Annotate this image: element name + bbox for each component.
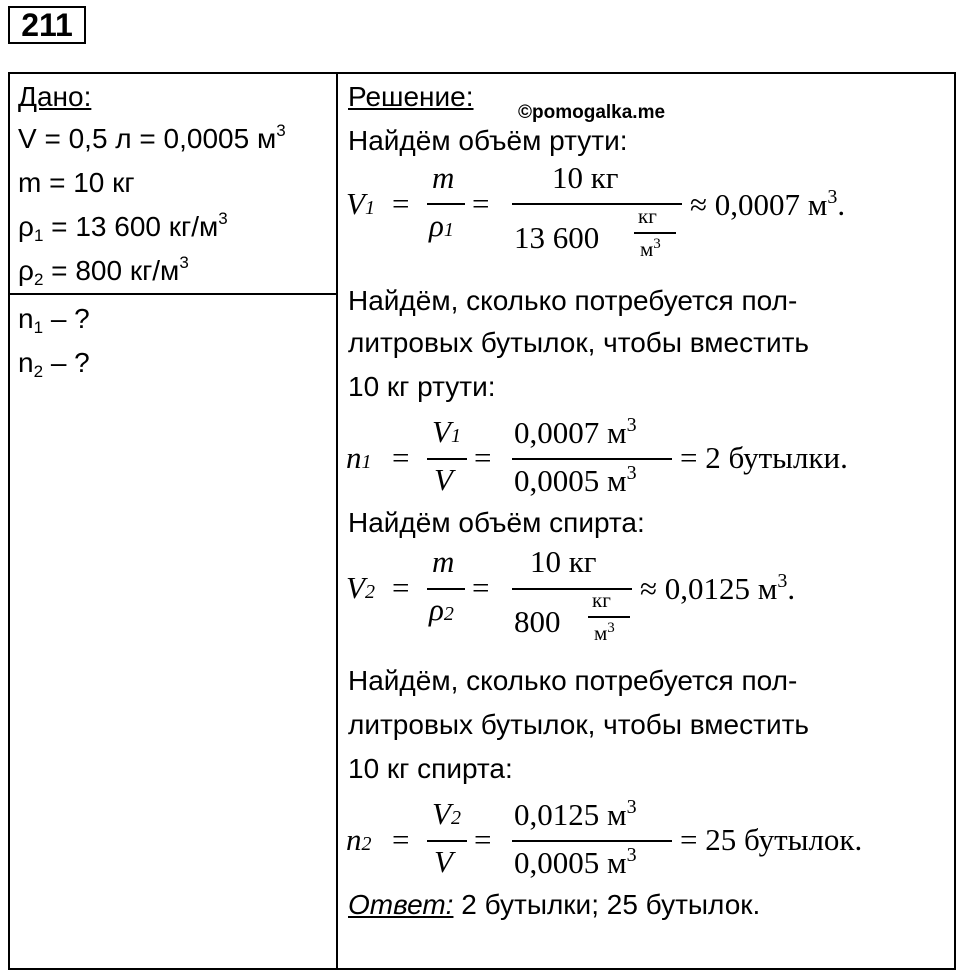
find-n2: $n_2$ – ? bbox=[18, 347, 90, 381]
solution-line-7: литровых бутылок, чтобы вместить bbox=[348, 709, 810, 740]
solution-header: Решение: bbox=[348, 81, 474, 112]
given-volume: V = 0,5 л = 0,0005 $м^3$ bbox=[18, 121, 286, 154]
solution-line-6: Найдём, сколько потребуется пол- bbox=[348, 665, 798, 696]
solution-line-4: 10 кг ртути: bbox=[348, 371, 496, 402]
problem-number: 211 bbox=[8, 6, 86, 44]
answer-text: 2 бутылки; 25 бутылок. bbox=[453, 889, 761, 920]
solution-line-2: Найдём, сколько потребуется пол- bbox=[348, 285, 798, 316]
watermark: ©pomogalka.me bbox=[518, 102, 666, 123]
given-rho2: $\rho_2 = 800$ $кг/м^3$ bbox=[18, 253, 189, 289]
given-rho1: $\rho_1 = 13$ 600 $кг/м^3$ bbox=[18, 209, 228, 245]
column-divider bbox=[336, 72, 338, 970]
given-mass: m = 10 кг bbox=[18, 167, 135, 198]
solution-line-3: литровых бутылок, чтобы вместить bbox=[348, 327, 810, 358]
find-n1: $n_1$ – ? bbox=[18, 303, 90, 337]
solution-line-8: 10 кг спирта: bbox=[348, 753, 513, 784]
given-find-divider bbox=[8, 293, 338, 295]
solution-line-1: Найдём объём ртути: bbox=[348, 125, 628, 156]
given-header: Дано: bbox=[18, 81, 92, 112]
solution-line-5: Найдём объём спирта: bbox=[348, 507, 645, 538]
answer bbox=[348, 888, 760, 922]
answer-label: Ответ: bbox=[348, 889, 454, 920]
